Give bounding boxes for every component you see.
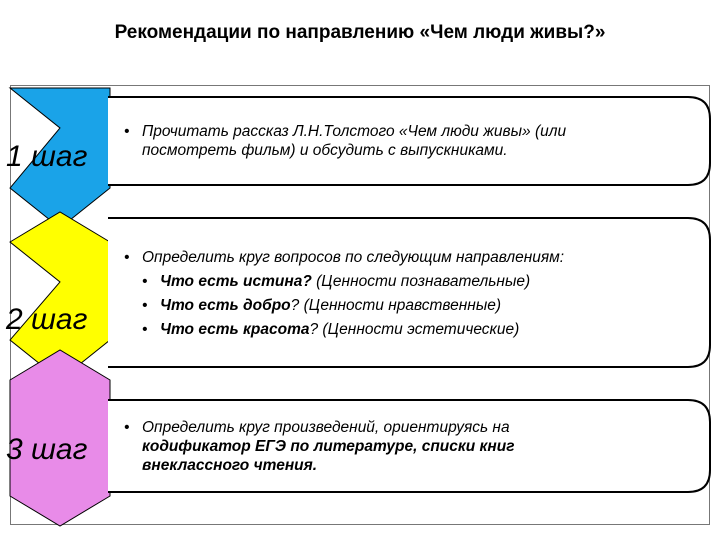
bullet-icon: •: [124, 123, 130, 140]
bullet-icon: •: [124, 249, 130, 266]
step-2-subitem: • Что есть красота? (Ценности эстетические): [142, 321, 520, 338]
bullet-icon: •: [124, 419, 130, 436]
bullet-icon: •: [142, 273, 148, 290]
step-1-bullet-line-2: посмотреть фильм) и обсудить с выпускниками.: [142, 142, 508, 159]
step-2-subitem: • Что есть истина? (Ценности познавательные): [142, 273, 531, 290]
step-1-bullet-line-1: • Прочитать рассказ Л.Н.Толстого «Чем люди живы» (или: [124, 123, 567, 140]
step-1-text: [118, 122, 698, 160]
page-title: Рекомендации по направлению «Чем люди живы?»: [114, 22, 606, 43]
bullet-icon: •: [142, 321, 148, 338]
step-2-label: 2 шаг: [6, 303, 88, 336]
step-2-subitem: • Что есть добро? (Ценности нравственные): [142, 297, 502, 314]
bullet-icon: •: [142, 297, 148, 314]
step-3-label: 3 шаг: [6, 433, 88, 466]
step-2-text: [118, 248, 698, 339]
step-3-bullet-line-1: • Определить круг произведений, ориентируясь на: [124, 419, 510, 436]
step-3-bullet-line-3: внеклассного чтения.: [142, 457, 318, 474]
step-1-label: 1 шаг: [6, 140, 88, 173]
step-3-text: [118, 418, 698, 475]
step-3-bullet-line-2: кодификатор ЕГЭ по литературе, списки книг: [142, 438, 515, 455]
step-2-intro: • Определить круг вопросов по следующим направлениям:: [124, 249, 565, 266]
